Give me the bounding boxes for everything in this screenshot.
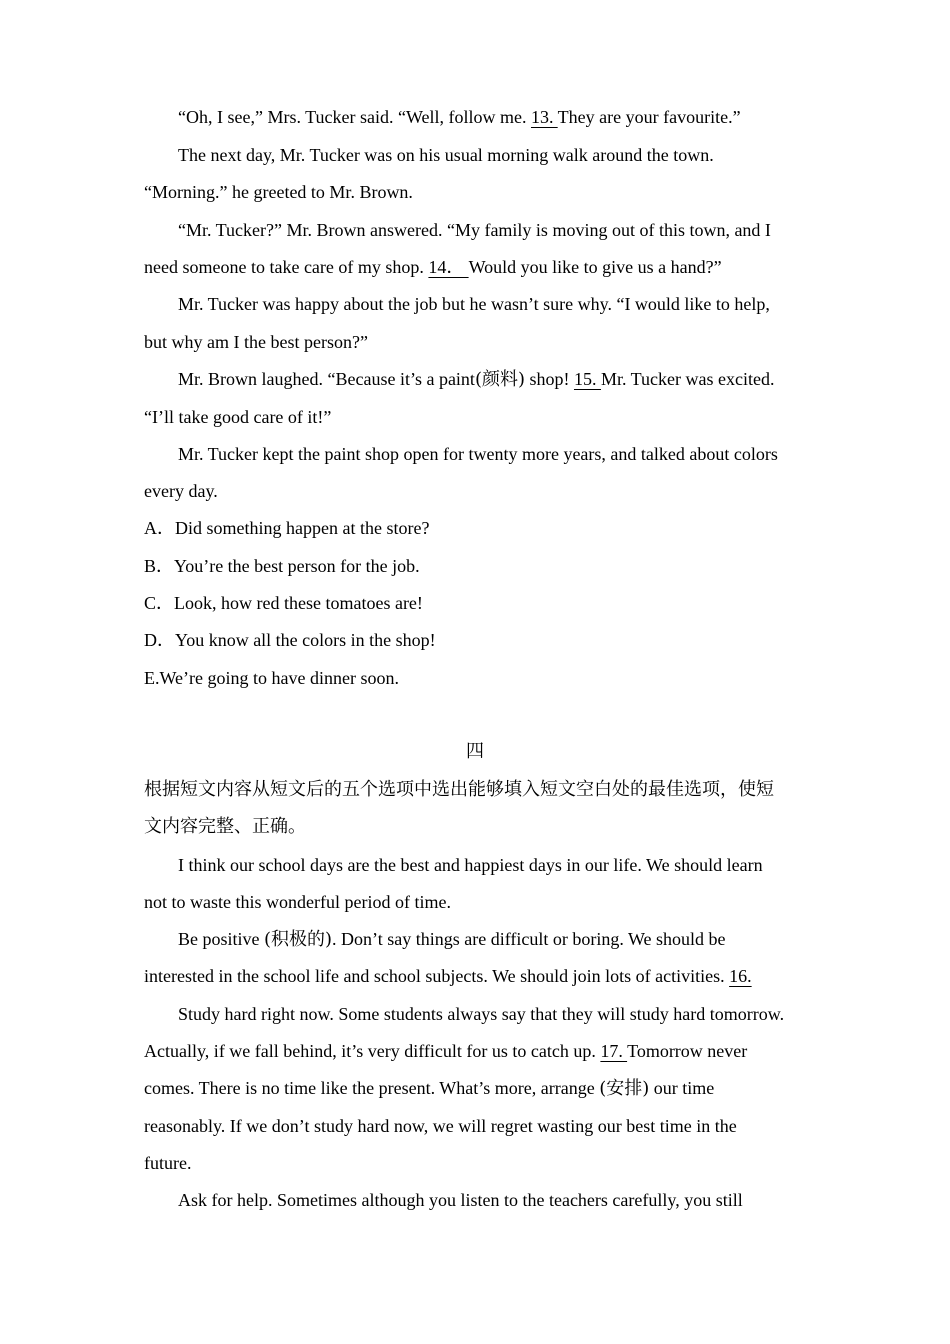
text-segment: interested in the school life and school subjects. We should join lots of activities. (144, 966, 730, 986)
paragraph-line: Study hard right now. Some students always say that they will study hard tomorrow. (178, 1004, 785, 1024)
text-segment: comes. There is no time like the present. What’s more, arrange (144, 1078, 600, 1098)
option-b: B．You’re the best person for the job. (144, 556, 420, 576)
option-a: A．Did something happen at the store? (144, 518, 430, 538)
paragraph-line: not to waste this wonderful period of time. (144, 892, 451, 912)
paragraph-line: Mr. Tucker kept the paint shop open for twenty more years, and talked about colors (178, 444, 778, 464)
section-heading: 四 (466, 741, 484, 762)
paragraph-line: reasonably. If we don’t study hard now, we will regret wasting our best time in the (144, 1116, 737, 1136)
option-d: D．You know all the colors in the shop! (144, 630, 436, 650)
blank-13[interactable]: 13. (530, 107, 558, 127)
paragraph-line: The next day, Mr. Tucker was on his usual morning walk around the town. (178, 145, 714, 165)
text-segment: need someone to take care of my shop. (144, 257, 429, 277)
paragraph-line: I think our school days are the best and happiest days in our life. We should learn (178, 855, 763, 875)
paragraph-line (144, 256, 722, 278)
paragraph-line: future. (144, 1153, 192, 1173)
paragraph-line: Mr. Tucker was happy about the job but he wasn’t sure why. “I would like to help, (178, 294, 770, 314)
paragraph-line (178, 928, 726, 951)
chinese-gloss: (颜料) (474, 369, 525, 390)
paragraph-line (144, 965, 752, 987)
paragraph-line (144, 1077, 714, 1100)
blank-15[interactable]: 15. (573, 369, 601, 389)
blank-14[interactable]: 14． (428, 257, 469, 277)
blank-17[interactable]: 17. (600, 1041, 628, 1061)
paragraph-line: “I’ll take good care of it!” (144, 407, 332, 427)
paragraph-line (178, 368, 774, 391)
text-segment: “Oh, I see,” Mrs. Tucker said. “Well, follow me. (178, 107, 531, 127)
text-segment: shop! (524, 369, 574, 389)
paragraph-line (178, 106, 741, 128)
paragraph-line: “Mr. Tucker?” Mr. Brown answered. “My family is moving out of this town, and I (178, 220, 771, 240)
text-segment: Mr. Tucker was excited. (600, 369, 775, 389)
text-segment: Tomorrow never (627, 1041, 748, 1061)
option-e: E.We’re going to have dinner soon. (144, 668, 399, 688)
chinese-gloss: (安排) (599, 1078, 650, 1099)
paragraph-line: “Morning.” he greeted to Mr. Brown. (144, 182, 413, 202)
paragraph-line: but why am I the best person?” (144, 332, 368, 352)
text-segment: Mr. Brown laughed. “Because it’s a paint (178, 369, 475, 389)
instruction-line: 根据短文内容从短文后的五个选项中选出能够填入短文空白处的最佳选项，使短 (144, 779, 774, 800)
text-segment: Actually, if we fall behind, it’s very difficult for us to catch up. (144, 1041, 601, 1061)
paragraph-line (144, 1040, 747, 1062)
paragraph-line: every day. (144, 481, 218, 501)
paragraph-line: Ask for help. Sometimes although you listen to the teachers carefully, you still (178, 1190, 743, 1210)
text-segment: . Don’t say things are difficult or boring. We should be (332, 929, 726, 949)
text-segment: They are your favourite.” (557, 107, 741, 127)
option-c: C．Look, how red these tomatoes are! (144, 593, 423, 613)
instruction-line: 文内容完整、正确。 (144, 816, 306, 837)
blank-16[interactable]: 16. (729, 966, 752, 986)
text-segment: Be positive (178, 929, 264, 949)
chinese-gloss: (积极的) (264, 929, 333, 950)
text-segment: our time (649, 1078, 715, 1098)
text-segment: Would you like to give us a hand?” (468, 257, 722, 277)
